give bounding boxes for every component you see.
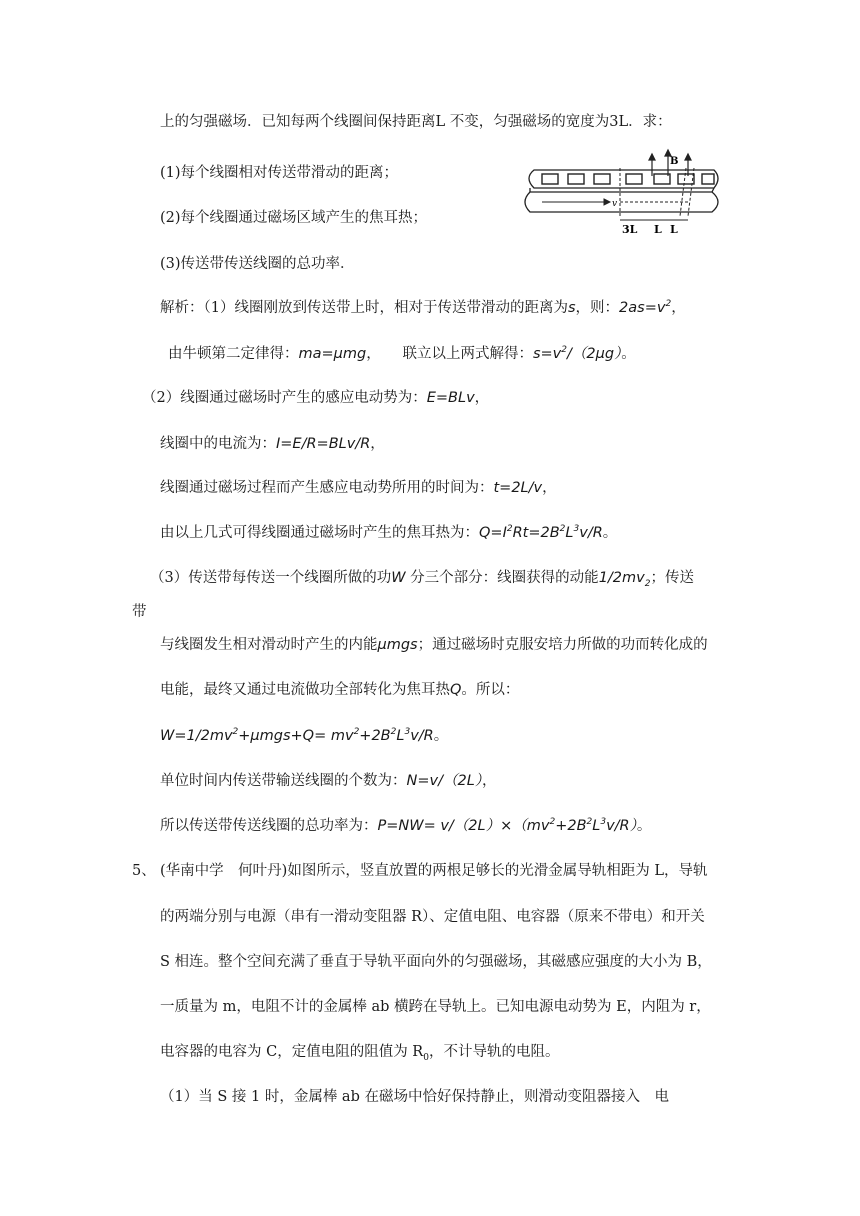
problem-5-subquestion-1: （1）当 S 接 1 时，金属棒 ab 在磁场中恰好保持静止，则滑动变阻器接入 电 [160, 1089, 669, 1105]
solution-part2-line3: 线圈通过磁场过程而产生感应电动势所用的时间为：t=2L/v， [160, 480, 557, 496]
solution-part3-line4: 电能，最终又通过电流做功全部转化为焦耳热Q。所以： [160, 682, 520, 698]
velocity-arrow [542, 199, 610, 205]
question-3: (3)传送带传送线圈的总功率． [160, 256, 355, 272]
problem-5-line4: 一质量为 m，电阻不计的金属棒 ab 横跨在导轨上。已知电源电动势为 E，内阻为 r， [160, 999, 711, 1015]
problem-5-line1: (华南中学 何叶丹)如图所示，竖直放置的两根足够长的光滑金属导轨相距为 L，导轨 [160, 863, 708, 879]
label-b: B [670, 156, 679, 167]
question-2: (2)每个线圈通过磁场区域产生的焦耳热； [160, 210, 428, 226]
solution-part3-line1: （3）传送带每传送一个线圈所做的功W 分三个部分：线圈获得的动能$1/2mv_2$；传送 [150, 570, 694, 589]
label-l-second: L [670, 223, 678, 236]
problem-5-line5: 电容器的电容为 C，定值电阻的阻值为 $R_0$，不计导轨的电阻。 [160, 1044, 560, 1063]
solution-part3-line2: 带 [132, 604, 147, 620]
label-l-first: L [654, 223, 662, 236]
label-3l: 3L [622, 223, 638, 236]
solution-part2-line2: 线圈中的电流为：I=E/R=BLv/R， [160, 436, 385, 452]
solution-part3-formula-w: $W=1/2mv^2+\mu mgs+Q= mv^2+2B^2L^3v/R$。 [160, 727, 449, 744]
solution-part2-line4: 由以上几式可得线圈通过磁场时产生的焦耳热为：$Q=I^2Rt=2B^2L^3v/R$。 [160, 524, 618, 541]
solution-part1-line2: 由牛顿第二定律得：ma=μmg， 联立以上两式解得：$s=v^2/(2\mu g)$。 [168, 345, 636, 362]
solution-part3-line7: 所以传送带传送线圈的总功率为：$P=NW= v/(2L)\times(mv^2+2B^2L^3v/R)$。 [160, 817, 652, 834]
problem-5-number: 5、 [132, 863, 156, 879]
solution-part2-line1: （2）线圈通过磁场时产生的感应电动势为：E=BLv， [142, 390, 490, 406]
solution-part3-line6: 单位时间内传送带输送线圈的个数为：N=v/（2L）， [160, 773, 497, 789]
question-1: (1)每个线圈相对传送带滑动的距离； [160, 165, 399, 181]
problem-intro-line: 上的匀强磁场．已知每两个线圈间保持距离L 不变，匀强磁场的宽度为3L．求： [160, 114, 672, 130]
problem-5-line2: 的两端分别与电源（串有一滑动变阻器 R）、定值电阻、电容器（原来不带电）和开关 [160, 909, 705, 925]
problem-5-line3: S 相连。整个空间充满了垂直于导轨平面向外的匀强磁场，其磁感应强度的大小为 B， [160, 954, 712, 970]
solution-part3-line3: 与线圈发生相对滑动时产生的内能μmgs；通过磁场时克服安培力所做的功而转化成的 [160, 637, 708, 653]
conveyor-belt-figure [518, 144, 740, 236]
solution-part1-line1: 解析：（1）线圈刚放到传送带上时，相对于传送带滑动的距离为s，则：$2as=v^2$， [160, 299, 686, 316]
label-v: v [612, 199, 618, 209]
